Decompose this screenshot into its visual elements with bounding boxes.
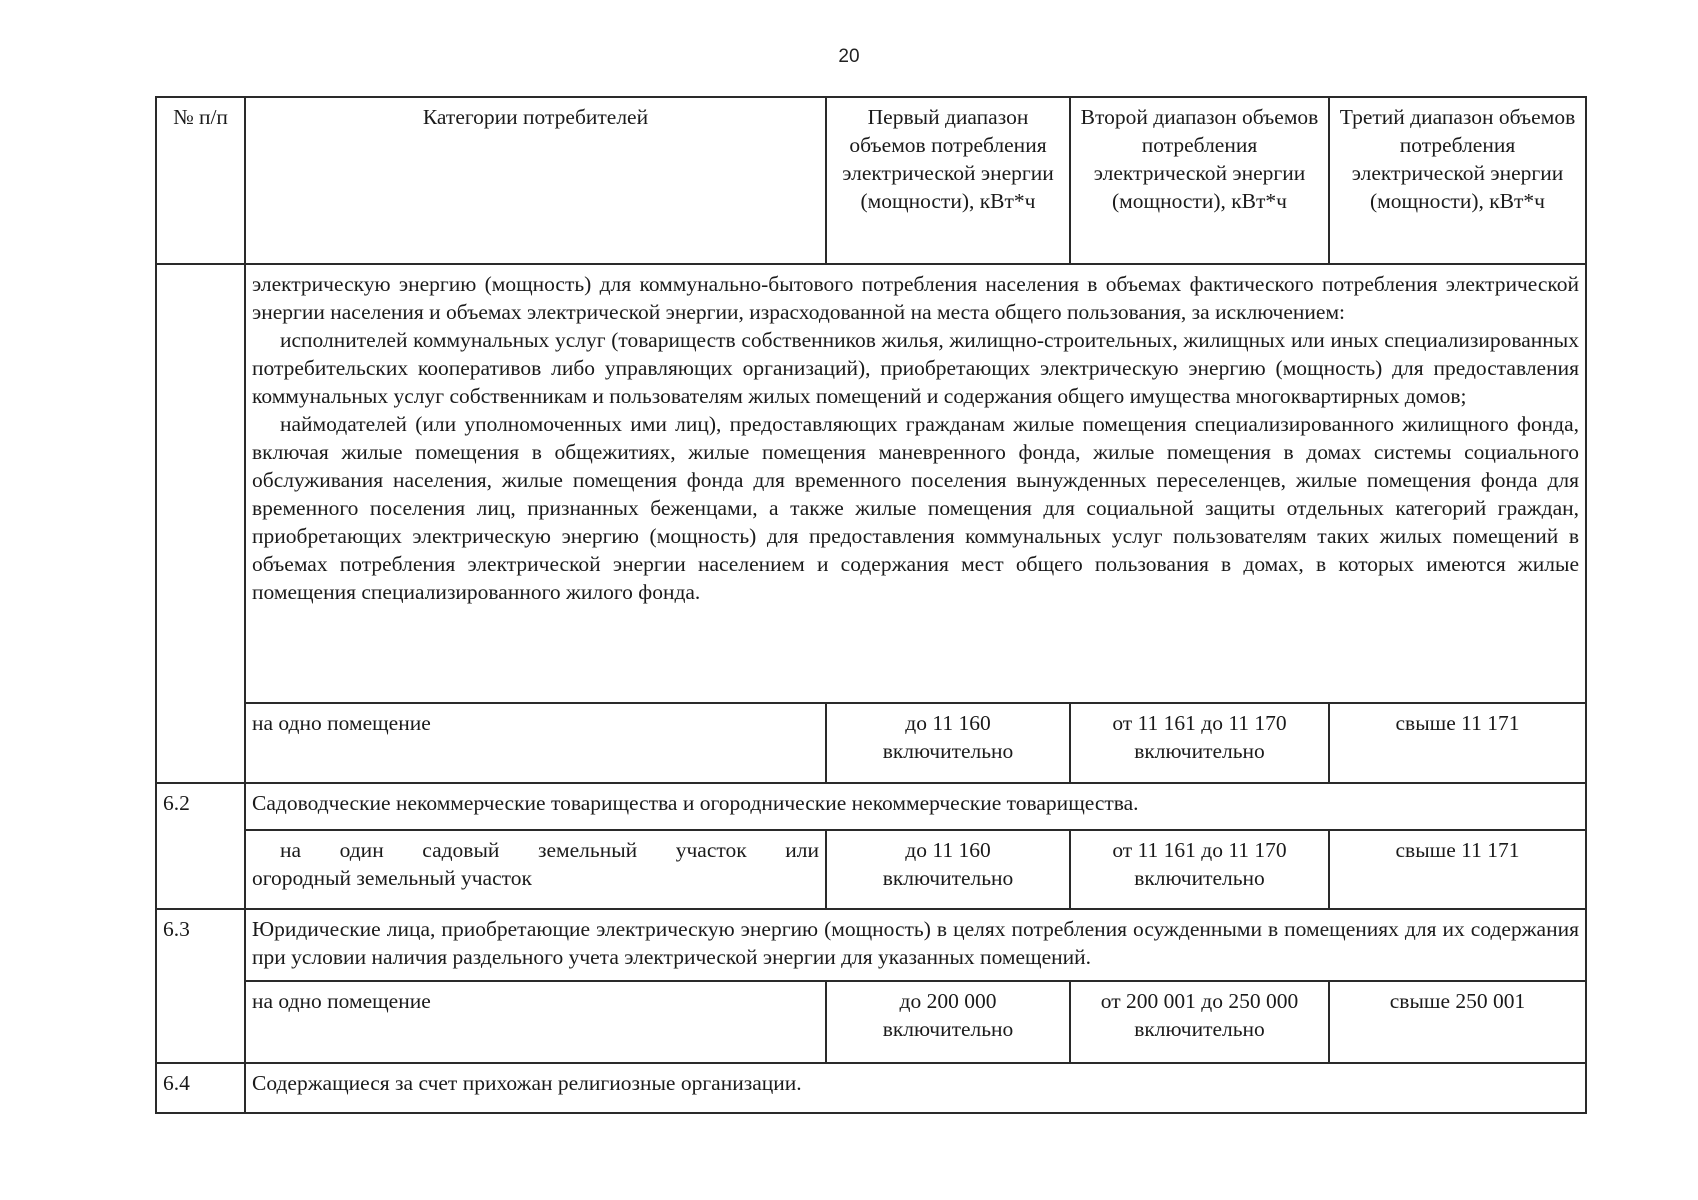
range2-value: от 11 161 до 11 170	[1112, 711, 1287, 736]
row-6-3-range2	[1070, 981, 1329, 1062]
row-6-4	[156, 1063, 1586, 1113]
header-num: № п/п	[156, 97, 245, 264]
continuation-range2	[1070, 703, 1329, 782]
row-6-2-num: 6.2	[156, 783, 245, 909]
row-6-2-sub-label	[245, 830, 826, 909]
row-6-3-range3: свыше 250 001	[1329, 981, 1586, 1062]
header-category: Категории потребителей	[245, 97, 826, 264]
range2-value: от 11 161 до 11 170	[1112, 837, 1287, 862]
row-6-2-sub-label-line1: на один садовый земельный участок или	[280, 837, 819, 862]
row-6-2-sub-label-line2: огородный земельный участок	[252, 865, 532, 890]
range2-value: от 200 001 до 250 000	[1100, 989, 1299, 1014]
row-6-2-range1	[826, 830, 1070, 909]
continuation-range1	[826, 703, 1070, 782]
tariff-table	[155, 96, 1587, 1114]
row-6-4-description: Содержащиеся за счет прихожан религиозные организации.	[245, 1063, 1586, 1113]
continuation-text-row	[156, 264, 1586, 704]
row-6-3-text	[156, 909, 1586, 981]
header-row	[156, 97, 1586, 264]
continuation-num-cell	[156, 264, 245, 783]
row-6-2-range2	[1070, 830, 1329, 909]
continuation-text-cell	[245, 264, 1586, 704]
row-6-3-description: Юридические лица, приобретающие электрическую энергию (мощность) в целях потребления осужденными в помещениях для их содержания при условии наличия раздельного учета электрической энергии для указанных помещений.	[245, 909, 1586, 981]
range1-suffix: включительно	[882, 1017, 1014, 1042]
header-range2: Второй диапазон объемов потребления электрической энергии (мощности), кВт*ч	[1070, 97, 1329, 264]
row-6-3-range1	[826, 981, 1070, 1062]
row-6-3-sub-label: на одно помещение	[245, 981, 826, 1062]
row-6-2-range3: свыше 11 171	[1329, 830, 1586, 909]
range1-suffix: включительно	[882, 739, 1014, 764]
row-6-3-num: 6.3	[156, 909, 245, 1063]
range1-suffix: включительно	[882, 865, 1014, 890]
range1-value: до 11 160	[905, 837, 991, 862]
row-6-2-ranges	[156, 830, 1586, 909]
continuation-sub-label: на одно помещение	[245, 703, 826, 782]
row-6-3-ranges	[156, 981, 1586, 1062]
range2-suffix: включительно	[1134, 1017, 1265, 1042]
header-range1: Первый диапазон объемов потребления электрической энергии (мощности), кВт*ч	[826, 97, 1070, 264]
range1-value: до 200 000	[899, 989, 997, 1014]
row-6-4-num: 6.4	[156, 1063, 245, 1113]
header-range3: Третий диапазон объемов потребления электрической энергии (мощности), кВт*ч	[1329, 97, 1586, 264]
row-6-2-description: Садоводческие некоммерческие товарищества и огороднические некоммерческие товарищества.	[245, 783, 1586, 830]
continuation-paragraph-2: исполнителей коммунальных услуг (товариществ собственников жилья, жилищно-строительных, жилищных или иных специализированных потребительских кооперативов либо управляющих организаций), приобретающих электрическую энергию (мощность) для предоставления коммунальных услуг собственникам и пользователям жилых помещений и содержания общего имущества многоквартирных домов;	[252, 327, 1579, 408]
continuation-paragraph-3: наймодателей (или уполномоченных ими лиц), предоставляющих гражданам жилые помещения специализированного жилищного фонда, включая жилые помещения в общежитиях, жилые помещения маневренного фонда, жилые помещения в домах системы социального обслуживания населения, жилые помещения фонда для временного поселения вынужденных переселенцев, жилые помещения фонда для временного поселения лиц, признанных беженцами, а также жилые помещения для социальной защиты отдельных категорий граждан, приобретающих электрическую энергию (мощность) для предоставления коммунальных услуг пользователям таких жилых помещений в объемах потребления электрической энергии населением и содержания мест общего пользования в домах, в которых имеются жилые помещения специализированного жилого фонда.	[252, 411, 1579, 604]
continuation-range3: свыше 11 171	[1329, 703, 1586, 782]
range2-suffix: включительно	[1134, 739, 1265, 764]
range2-suffix: включительно	[1134, 865, 1265, 890]
row-6-2-text	[156, 783, 1586, 830]
range1-value: до 11 160	[905, 711, 991, 736]
continuation-paragraph-1: электрическую энергию (мощность) для коммунально-бытового потребления населения в объемах фактического потребления электрической энергии населения и объемах электрической энергии, израсходованной на места общего пользования, за исключением:	[252, 271, 1579, 324]
continuation-range-row	[156, 703, 1586, 782]
page-number: 20	[838, 46, 860, 67]
